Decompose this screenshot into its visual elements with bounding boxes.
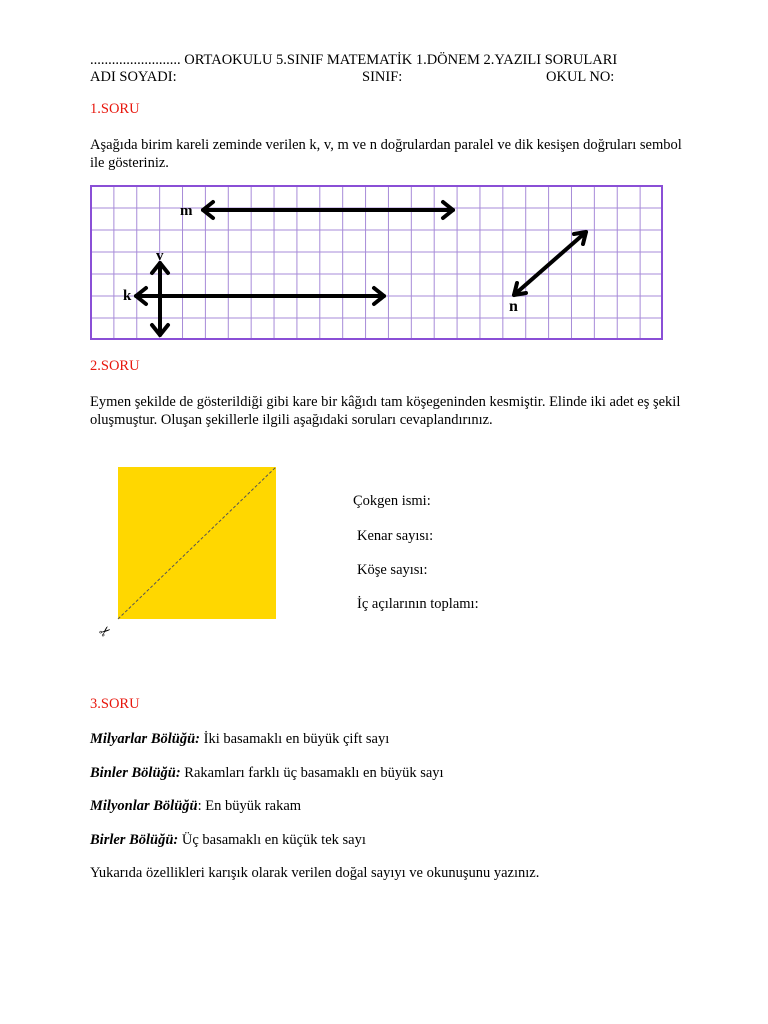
line-n (514, 232, 586, 295)
clue-billions (90, 731, 389, 748)
clue-label: Birler Bölüğü: (90, 832, 179, 848)
side-count-label: Kenar sayısı: (357, 528, 434, 544)
name-label: ADI SOYADI: (90, 69, 177, 85)
label-m: m (180, 203, 193, 219)
clue-label: Milyarlar Bölüğü: (90, 731, 200, 747)
question-3-heading: 3.SORU (90, 696, 140, 712)
question-2-heading: 2.SORU (90, 358, 140, 374)
angle-sum-label: İç açılarının toplamı: (357, 596, 479, 612)
vertex-count-label: Köşe sayısı: (357, 562, 428, 578)
label-v: v (156, 248, 164, 264)
square-paper-figure (98, 463, 283, 643)
label-k: k (123, 288, 132, 304)
label-n: n (509, 298, 518, 315)
clue-millions (90, 798, 301, 815)
clue-text: Rakamları farklı üç basamaklı en büyük sayı (180, 765, 444, 781)
scissors-icon: ✂ (96, 622, 116, 642)
question-1-text: Aşağıda birim kareli zeminde verilen k, v, m ve n doğrulardan paralel ve dik kesişen doğruları sembol ile gösteriniz. (90, 137, 682, 171)
clue-text: İki basamaklı en büyük çift sayı (199, 731, 390, 747)
clue-thousands (90, 765, 444, 782)
clue-text: Üç basamaklı en küçük tek sayı (178, 832, 366, 848)
clue-label: Milyonlar Bölüğü (90, 798, 198, 814)
unit-square-grid (90, 185, 664, 341)
class-label: SINIF: (362, 69, 403, 85)
question-1-heading: 1.SORU (90, 101, 140, 117)
line-k (136, 288, 384, 304)
clue-label: Binler Bölüğü: (90, 765, 181, 781)
line-m (203, 202, 453, 218)
school-number-label: OKUL NO: (546, 69, 615, 85)
question-3-instruction: Yukarıda özellikleri karışık olarak verilen doğal sayıyı ve okunuşunu yazınız. (90, 865, 540, 881)
exam-title: ......................... ORTAOKULU 5.SINIF MATEMATİK 1.DÖNEM 2.YAZILI SORULARI (90, 52, 618, 68)
polygon-name-label: Çokgen ismi: (353, 493, 431, 509)
question-2-text: Eymen şekilde de gösterildiği gibi kare bir kâğıdı tam köşegeninden kesmiştir. Elinde iki adet eş şekil oluşmuştur. Oluşan şekillerle ilgili aşağıdaki soruları cevaplandırınız. (90, 394, 681, 428)
clue-units (90, 832, 366, 849)
clue-text: : En büyük rakam (197, 798, 302, 814)
